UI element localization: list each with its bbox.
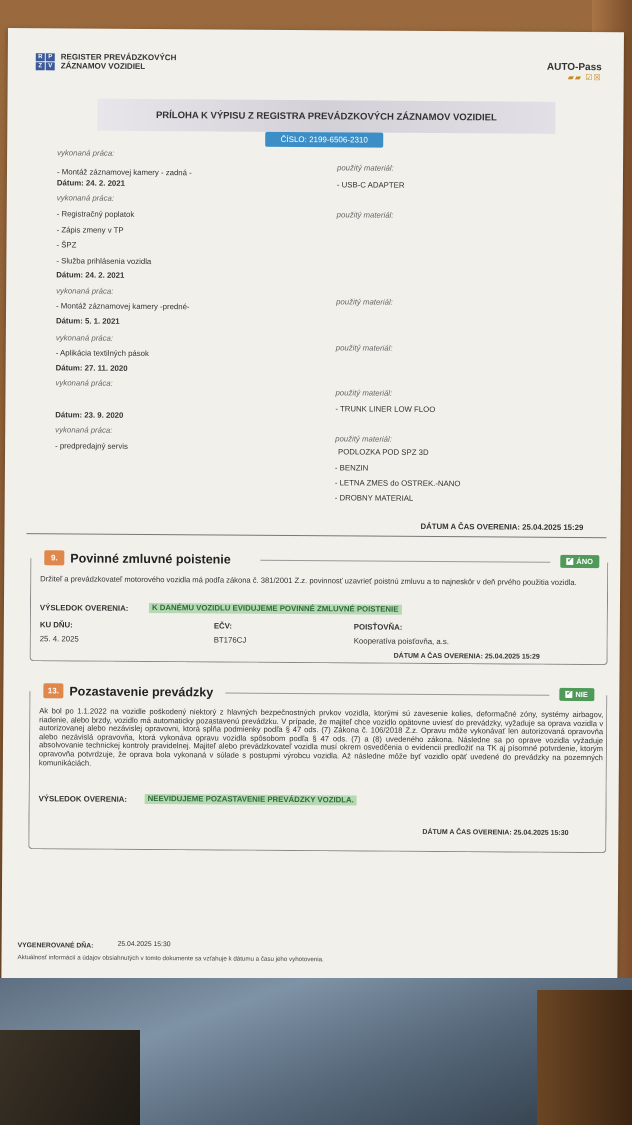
checkbox-icon: ✔: [566, 690, 572, 697]
page-title: PRÍLOHA K VÝPISU Z REGISTRA PREVÁDZKOVÝCH ZÁZNAMOV VOZIDIEL: [97, 99, 555, 134]
work-label: vykonaná práca:: [55, 333, 114, 343]
work-item: - Zápis zmeny v TP: [56, 225, 124, 235]
suspension-description: Ak bol po 1.1.2022 na vozidle poškodený niektorý z hlavných bezpečnostných prvkov vozidla, ktorými sú zavesenie kolies, deformačné zóny, systémy airbagov, riadenie, alebo brzdy, vozidlo má automaticky pozastavenú prevádzku. V prípade, že majiteľ chce vozidlo opätovne uviesť do prevádzky, vyžaduje sa oprava vozidla v autorizovanej alebo nezávislej opravovni, ktorá spĺňa podmienky podľa § 47 ods. (7) Zákona č. 106/2018 Z.z. Opravu môže vykonávať len autorizovaná opravovňa alebo nezávislá opravovňa, ktorá vykonáva opravu vozidla spôsobom podľa § 47 ods. (7) a (8) uvedeného zákona. Následne sa po oprave vozidla vyžaduje absolvovanie technickej kontroly pravidelnej. Majiteľ alebo prevádzkovateľ vozidla musí okrem osvedčenia o evidencii predložiť na TK aj písomné potvrdenie, ktorým opravovňa potvrdzuje, že oprava bola vykonaná v súlade s postupmi výrobcu vozidla. Až následne môže byť vozidlo opäť uvedené do prevádzky na pozemných komunikáciách.: [38, 706, 604, 768]
record-date: Dátum: 24. 2. 2021: [56, 178, 125, 188]
work-item: - Montáž záznamovej kamery - zadná -: [56, 167, 192, 178]
footer-note: Aktuálnosť informácií a údajov obsiahnutých v tomto dokumente sa vzťahuje k dátumu a času jeho vyhotovenia.: [17, 954, 324, 964]
work-item: - Montáž záznamovej kamery -predné-: [56, 301, 190, 312]
material-item: PODLOZKA POD SPZ 3D: [338, 447, 429, 457]
result-label: VÝSLEDOK OVERENIA:: [38, 794, 128, 804]
autopass-icons: ▰▰ ☑☒: [567, 72, 602, 83]
section-number: 13.: [43, 683, 63, 698]
document-number-badge: ČÍSLO: 2199-6506-2310: [265, 132, 383, 148]
section-title: Pozastavenie prevádzky: [69, 684, 217, 699]
work-item: - Registračný poplatok: [56, 209, 135, 219]
wooden-table-corner: [537, 990, 632, 1125]
record-date: Dátum: 24. 2. 2021: [56, 270, 125, 280]
divider: [26, 533, 606, 538]
logo-text: REGISTER PREVÁDZKOVÝCH ZÁZNAMOV VOZIDIEL: [60, 52, 177, 71]
insurance-description: Držiteľ a prevádzkovateľ motorového vozidla má podľa zákona č. 381/2001 Z.z. povinnosť uzavrieť poistnú zmluvu a to najneskôr v deň prvého použitia vozidla.: [40, 574, 577, 587]
work-label: vykonaná práca:: [57, 148, 115, 158]
material-item: - USB-C ADAPTER: [336, 180, 405, 190]
generated-value: 25.04.2025 15:30: [117, 940, 171, 949]
material-item: - BENZIN: [334, 463, 369, 473]
verification-datetime: DÁTUM A ČAS OVERENIA: 25.04.2025 15:30: [422, 828, 569, 837]
record-date: Dátum: 5. 1. 2021: [55, 316, 120, 326]
autopass-logo: AUTO-Pass ▰▰ ☑☒: [546, 61, 602, 83]
work-label: vykonaná práca:: [56, 286, 114, 296]
material-label: použitý materiál:: [336, 297, 393, 307]
verification-datetime: DÁTUM A ČAS OVERENIA: 25.04.2025 15:29: [420, 521, 584, 533]
verification-datetime: DÁTUM A ČAS OVERENIA: 25.04.2025 15:29: [393, 652, 540, 661]
plate-value: BT176CJ: [213, 635, 247, 645]
record-date: Dátum: 27. 11. 2020: [55, 363, 128, 373]
work-item: - Aplikácia textilných pások: [55, 348, 149, 358]
result-value: NEEVIDUJEME POZASTAVENIE PREVÁDZKY VOZIDLA.: [145, 794, 357, 805]
document-page: [1, 28, 624, 990]
material-label: použitý materiál:: [337, 163, 394, 173]
logo-mark: R P Z V: [36, 53, 55, 70]
work-item: - Služba prihlásenia vozidla: [56, 256, 152, 267]
work-label: vykonaná práca:: [55, 425, 113, 435]
insurance-section-header: [44, 550, 235, 566]
work-item: - predpredajný servis: [55, 441, 128, 451]
date-label: KU DŇU:: [39, 620, 73, 630]
result-value: K DANÉMU VOZIDLU EVIDUJEME POVINNÉ ZMLUVNÉ POISTENIE: [149, 603, 402, 615]
date-value: 25. 4. 2025: [39, 634, 79, 644]
result-label: VÝSLEDOK OVERENIA:: [39, 603, 129, 613]
generated-label: VYGENEROVANÉ DŇA:: [17, 942, 94, 950]
insurer-label: POISŤOVŇA:: [353, 622, 403, 632]
material-label: použitý materiál:: [336, 210, 394, 220]
material-label: použitý materiál:: [335, 388, 393, 398]
rpzv-logo: [36, 52, 177, 71]
work-label: vykonaná práca:: [56, 193, 115, 203]
suspension-section-header: [43, 683, 217, 699]
material-label: použitý materiál:: [335, 343, 393, 353]
shadow-background: [0, 1030, 140, 1125]
work-label: vykonaná práca:: [55, 378, 113, 388]
insurer-value: Kooperatíva poisťovňa, a.s.: [353, 636, 450, 647]
section-title: Povinné zmluvné poistenie: [70, 551, 235, 566]
insurance-status-badge: ✔ ÁNO: [560, 555, 599, 568]
material-item: - TRUNK LINER LOW FLOO: [335, 404, 436, 414]
section-number: 9.: [44, 550, 64, 565]
material-item: - LETNA ZMES do OSTREK.-NANO: [334, 478, 461, 489]
plate-label: EČV:: [213, 621, 233, 631]
work-item: - ŠPZ: [56, 240, 77, 250]
material-label: použitý materiál:: [335, 434, 392, 444]
suspension-status-badge: ✔ NIE: [559, 688, 594, 701]
material-item: - DROBNY MATERIAL: [334, 493, 414, 503]
checkbox-icon: ✔: [567, 557, 573, 564]
record-date: Dátum: 23. 9. 2020: [55, 410, 124, 420]
